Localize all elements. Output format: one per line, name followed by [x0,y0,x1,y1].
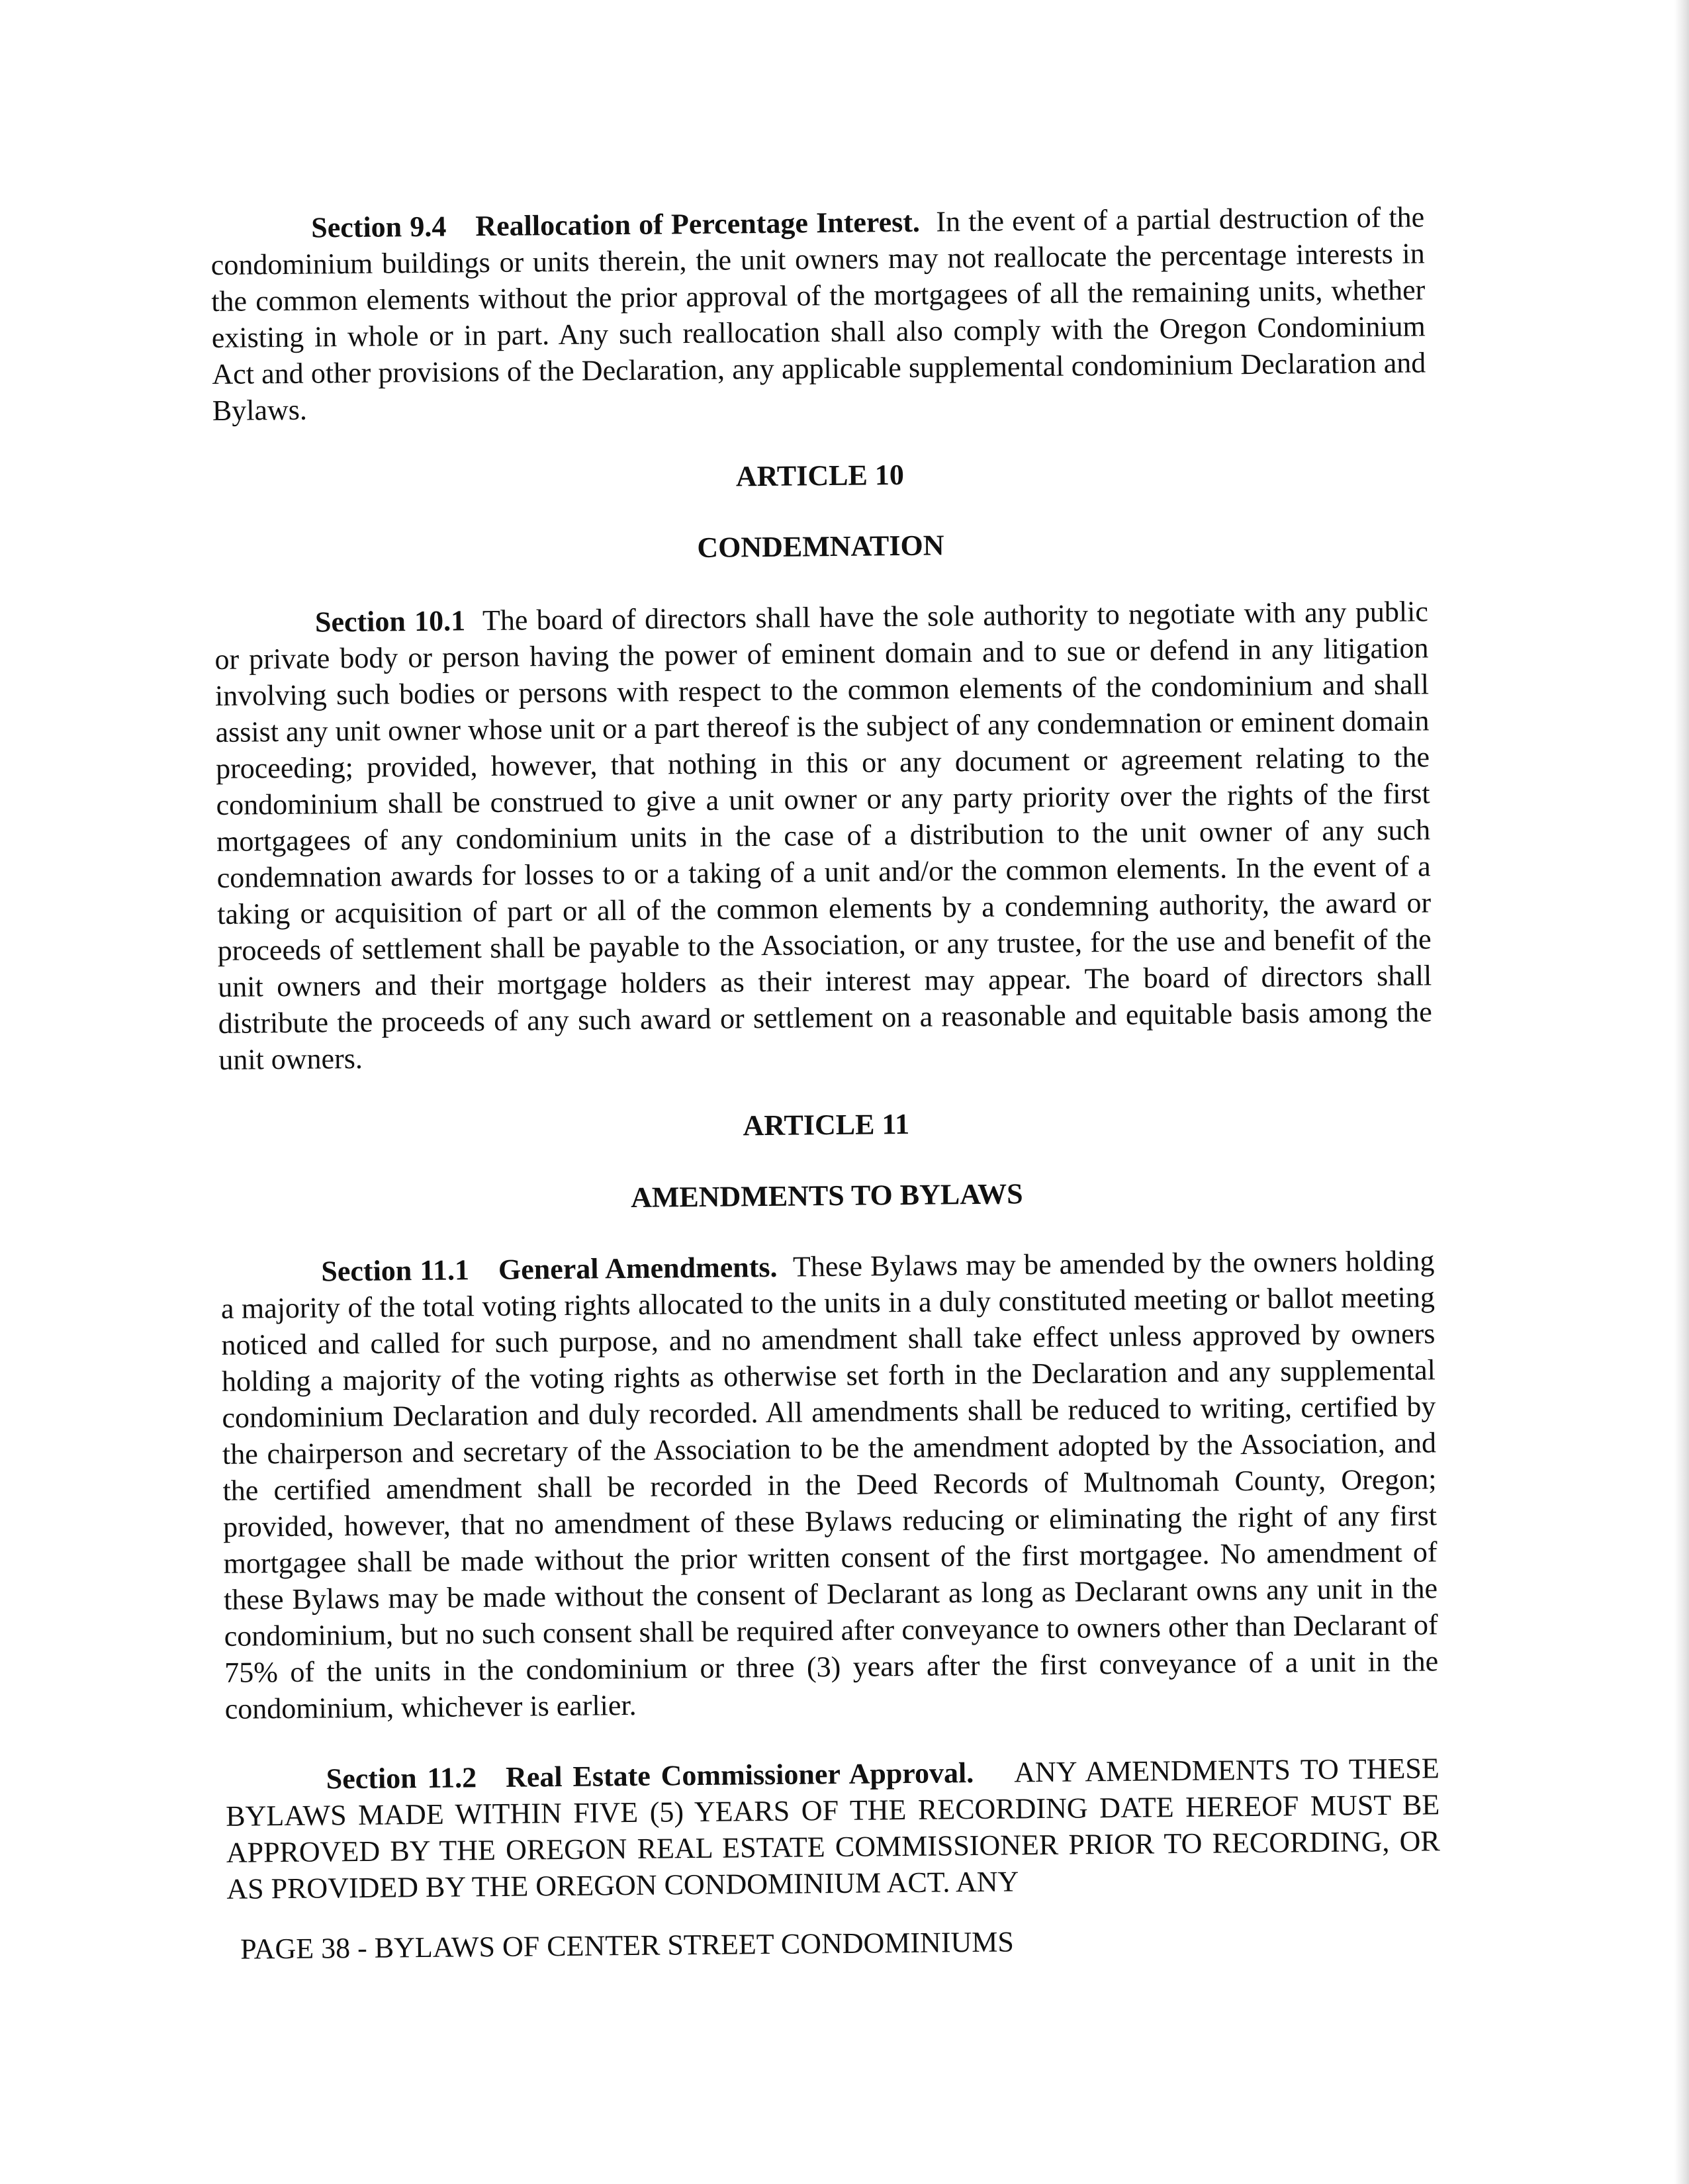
article-11-title: AMENDMENTS TO BYLAWS [630,1177,1023,1214]
section-11-2 [226,1750,1441,1907]
scan-page-edge [1674,0,1689,2184]
section-body: In the event of a partial destruction of the condominium buildings or units therein, the unit owners may not reallocate the percentage interests in the common elements without the prior approval of the mortgagees of all the remaining units, whether existing in whole or in part. Any such reallocation shall also comply with the Oregon Condominium Act and other provisions of the Declaration, any applicable supplemental condominium Declaration and Bylaws. [210,201,1426,427]
section-body: ANY AMENDMENTS TO THESE BYLAWS MADE WITHIN FIVE (5) YEARS OF THE RECORDING DATE HEREOF MUST BE APPROVED BY THE OREGON REAL ESTATE COMMISSIONER PRIOR TO RECORDING, OR AS PROVIDED BY THE OREGON CONDOMINIUM ACT. ANY [226,1752,1440,1905]
section-9-4 [210,199,1426,429]
section-11-1 [220,1242,1439,1727]
section-title: Real Estate Commissioner Approval. [505,1756,974,1794]
page-footer: PAGE 38 - BYLAWS OF CENTER STREET CONDOMINIUMS [240,1925,1015,1966]
article-10-heading: ARTICLE 10 [735,458,905,493]
document-body [210,199,1441,1967]
section-number: Section 11.1 [321,1253,470,1288]
section-number: Section 10.1 [314,604,466,639]
section-body: The board of directors shall have the sole authority to negotiate with any public or private body or person having the power of eminent domain and to sue or defend in any litigation involving such bodies or persons with respect to the common elements of the condominium and shall assist any unit owner whose unit or a part thereof is the subject of any condemnation or eminent domain proceeding; provided, however, that nothing in this or any document or agreement relating to the condominium shall be construed to give a unit owner or any party priority over the rights of the first mortgagees of any condominium units in the case of a distribution to the unit owner of any such condemnation awards for losses to or a taking of a unit and/or the common elements. In the event of a taking or acquisition of part or all of the common elements by a condemning authority, the award or proceeds of settlement shall be payable to the Association, or any trustee, for the use and benefit of the unit owners and their mortgage holders as their interest may appear. The board of directors shall distribute the proceeds of any such award or settlement on a reasonable and equitable basis among the unit owners. [214,595,1432,1076]
article-10-title: CONDEMNATION [697,529,944,564]
section-title: General Amendments. [498,1250,778,1286]
section-number: Section 9.4 [311,210,447,244]
section-number: Section 11.2 [326,1761,477,1796]
section-10-1 [214,593,1433,1078]
article-11-heading: ARTICLE 11 [743,1107,910,1142]
section-body: These Bylaws may be amended by the owners holding a majority of the total voting rights allocated to the units in a duly constituted meeting or ballot meeting noticed and called for such purpose, and no amendment shall take effect unless approved by owners holding a majority of the voting rights as otherwise set forth in the Declaration and any supplemental condominium Declaration and duly recorded. All amendments shall be reduced to writing, certified by the chairperson and secretary of the Association to be the amendment adopted by the Association, and the certified amendment shall be recorded in the Deed Records of Multnomah County, Oregon; provided, however, that no amendment of these Bylaws reducing or eliminating the right of any first mortgagee shall be made without the prior written consent of the first mortgagee. No amendment of these Bylaws may be made without the consent of Declarant as long as Declarant owns any unit in the condominium, but no such consent shall be required after conveyance to owners other than Declarant of 75% of the units in the condominium or three (3) years after the first conveyance of a unit in the condominium, whichever is earlier. [220,1244,1439,1725]
section-title: Reallocation of Percentage Interest. [475,205,921,243]
